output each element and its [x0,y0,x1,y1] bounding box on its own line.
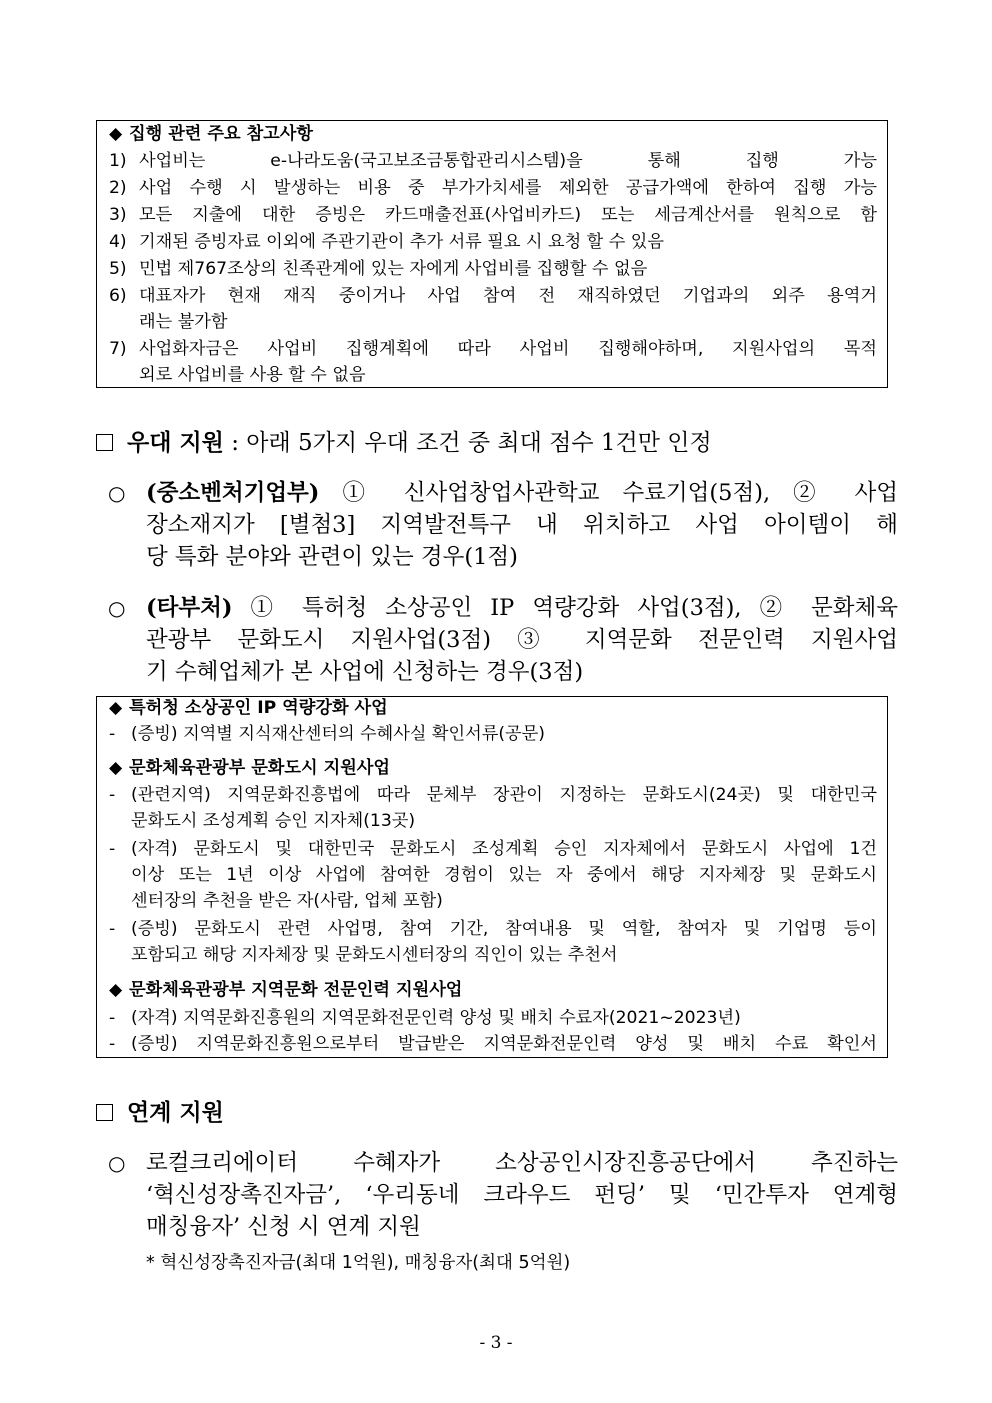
evidence-item: - (증빙) 문화도시 관련 사업명, 참여 기간, 참여내용 및 역할, 참여자 및 기업명 등이 [109,919,877,939]
evidence-item: - (자격) 지역문화진흥원의 지역문화전문인력 양성 및 배치 수료자(2021~2023년) [109,1008,741,1028]
checkbox-square-icon [96,434,113,451]
evidence-item: - (증빙) 지역문화진흥원으로부터 발급받은 지역문화전문인력 양성 및 배치 수료 확인서 [109,1034,877,1054]
preferential-item-other-ministries: ○ (타부처) ① 특허청 소상공인 IP 역량강화 사업(3점), ② 문화체육 관광부 문화도시 지원사업(3점) ③ 지역문화 전문인력 지원사업 기 수혜업체가 본 사업에 신청하는 경우(3점) [108,592,898,692]
circle-bullet-icon: ○ [108,481,126,505]
section-heading-linked-support: 연계 지원 [96,1097,224,1129]
group-heading: ◆ 문화체육관광부 지역문화 전문인력 지원사업 [109,977,877,1003]
diamond-bullet-icon: ◆ [109,698,123,718]
note-item: 5) 민법 제767조상의 친족관계에 있는 자에게 사업비를 집행할 수 없음 [109,259,648,279]
preferential-item-smes: ○ (중소벤처기업부) ① 신사업창업사관학교 수료기업(5점), ② 사업 장소재지가 [별첨3] 지역발전특구 내 위치하고 사업 아이템이 해 당 특화 분야와 관련이 있는 경우(1점) [108,477,898,577]
note-item: 6) 대표자가 현재 재직 중이거나 사업 참여 전 재직하였던 기업과의 외주 용역거 [109,286,877,306]
evidence-item: - (관련지역) 지역문화진흥법에 따라 문체부 장관이 지정하는 문화도시(24곳) 및 대한민국 [109,785,877,805]
diamond-bullet-icon: ◆ [109,124,123,144]
note-item-continuation: 외로 사업비를 사용 할 수 없음 [139,365,366,385]
evidence-item-continuation: 포함되고 해당 지자체장 및 문화도시센터장의 직인이 있는 추천서 [131,945,618,965]
note-item: 3) 모든 지출에 대한 증빙은 카드매출전표(사업비카드) 또는 세금계산서를 원칙으로 함 [109,205,877,225]
execution-notes-heading: ◆ 집행 관련 주요 참고사항 [109,121,877,147]
diamond-bullet-icon: ◆ [109,980,123,1000]
evidence-requirements-box [96,696,888,1058]
section-heading-preferential: 우대 지원 : 아래 5가지 우대 조건 중 최대 점수 1건만 인정 [96,427,712,459]
note-item: 7) 사업화자금은 사업비 집행계획에 따라 사업비 집행해야하며, 지원사업의 목적 [109,339,877,359]
evidence-item-continuation: 센터장의 추천을 받은 자(사람, 업체 포함) [131,891,443,911]
note-item: 2) 사업 수행 시 발생하는 비용 중 부가가치세를 제외한 공급가액에 한하여 집행 가능 [109,178,877,198]
evidence-item: - (자격) 문화도시 및 대한민국 문화도시 조성계획 승인 지자체에서 문화도시 사업에 1건 [109,839,877,859]
footnote: * 혁신성장촉진자금(최대 1억원), 매칭융자(최대 5억원) [146,1253,571,1273]
evidence-item-continuation: 이상 또는 1년 이상 사업에 참여한 경험이 있는 자 중에서 해당 지자체장 및 문화도시 [131,865,877,885]
diamond-bullet-icon: ◆ [109,758,123,778]
note-item: 4) 기재된 증빙자료 이외에 주관기관이 추가 서류 필요 시 요청 할 수 있음 [109,232,664,252]
circle-bullet-icon: ○ [108,1151,126,1175]
note-item-continuation: 래는 불가함 [139,312,228,332]
group-heading: ◆ 특허청 소상공인 IP 역량강화 사업 [109,695,877,721]
linked-support-item: ○ 로컬크리에이터 수혜자가 소상공인시장진흥공단에서 추진하는 ‘혁신성장촉진자금’, ‘우리동네 크라우드 펀딩’ 및 ‘민간투자 연계형 매칭융자’ 신청 시 연계 지원 [108,1147,898,1247]
note-item: 1) 사업비는 e-나라도움(국고보조금통합관리시스템)을 통해 집행 가능 [109,151,877,171]
page-number: - 3 - [479,1333,513,1353]
evidence-item-continuation: 문화도시 조성계획 승인 지자체(13곳) [131,811,416,831]
evidence-item: - (증빙) 지역별 지식재산센터의 수혜사실 확인서류(공문) [109,724,545,744]
checkbox-square-icon [96,1104,113,1121]
group-heading: ◆ 문화체육관광부 문화도시 지원사업 [109,755,877,781]
circle-bullet-icon: ○ [108,596,126,620]
execution-notes-box [96,120,888,388]
